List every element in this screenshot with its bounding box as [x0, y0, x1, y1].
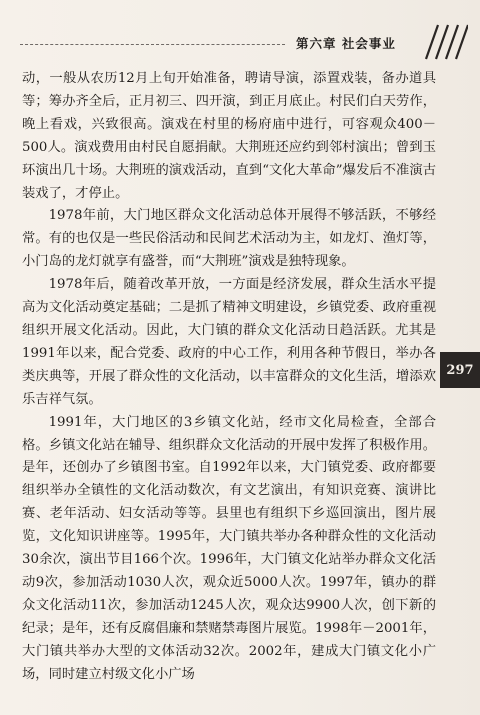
running-header	[0, 22, 480, 62]
paragraph-3: 1978年后，随着改革开放，一方面是经济发展，群众生活水平提高为文化活动奠定基础；二是抓了精神文明建设，乡镇党委、政府重视组织开展文化活动。因此，大门镇的群众文化活动日趋活跃。尤其是1991年以来，配合党委、政府的中心工作，利用各种节假日，举办各类庆典等，开展了群众性的文化活动，以丰富群众的文化生活，增添欢乐吉祥气氛。	[22, 277, 436, 407]
header-slash-ornament-icon	[408, 24, 468, 60]
page-number-tab: 297	[440, 352, 480, 388]
chapter-title: 第六章 社会事业	[296, 36, 396, 51]
paragraph-1: 动，一般从农历12月上旬开始准备，聘请导演，添置戏装，备办道具等；筹办齐全后，正月初三、四开演，到正月底止。村民们白天劳作，晚上看戏，兴致很高。演戏在村里的杨府庙中进行，可容观众400－500人。演戏费用由村民自愿捐献。大荆班还应约到邻村演出；曾到玉环演出几十场。大荆班的演戏活动，直到“文化大革命”爆发后不准演古装戏了，才停止。	[22, 71, 436, 201]
body-text	[22, 68, 436, 686]
paragraph-4: 1991年，大门地区的3乡镇文化站，经市文化局检查，全部合格。乡镇文化站在辅导、组织群众文化活动的开展中发挥了积极作用。是年，还创办了乡镇图书室。自1992年以来，大门镇党委、政府都要组织举办全镇性的文化活动数次，有文艺演出，有知识竞赛、演讲比赛、老年活动、妇女活动等等。县里也有组织下乡巡回演出，图片展览，文化知识讲座等。1995年，大门镇共举办各种群众性的文化活动30余次，演出节目166个次。1996年，大门镇文化站举办群众文化活动9次，参加活动1030人次，观众近5000人次。1997年，镇办的群众文化活动11次，参加活动1245人次，观众达9900人次，创下新的纪录；是年，还有反腐倡廉和禁赌禁毒图片展览。1998年－2001年，大门镇共举办大型的文体活动32次。2002年，建成大门镇文化小广场，同时建立村级文化小广场	[22, 414, 436, 682]
paragraph-2: 1978年前，大门地区群众文化活动总体开展得不够活跃，不够经常。有的也仅是一些民俗活动和民间艺术活动为主，如龙灯、渔灯等，小门岛的龙灯就享有盛誉，而“大荆班”演戏是独特现象。	[22, 208, 436, 270]
header-dashed-rule	[20, 44, 285, 45]
